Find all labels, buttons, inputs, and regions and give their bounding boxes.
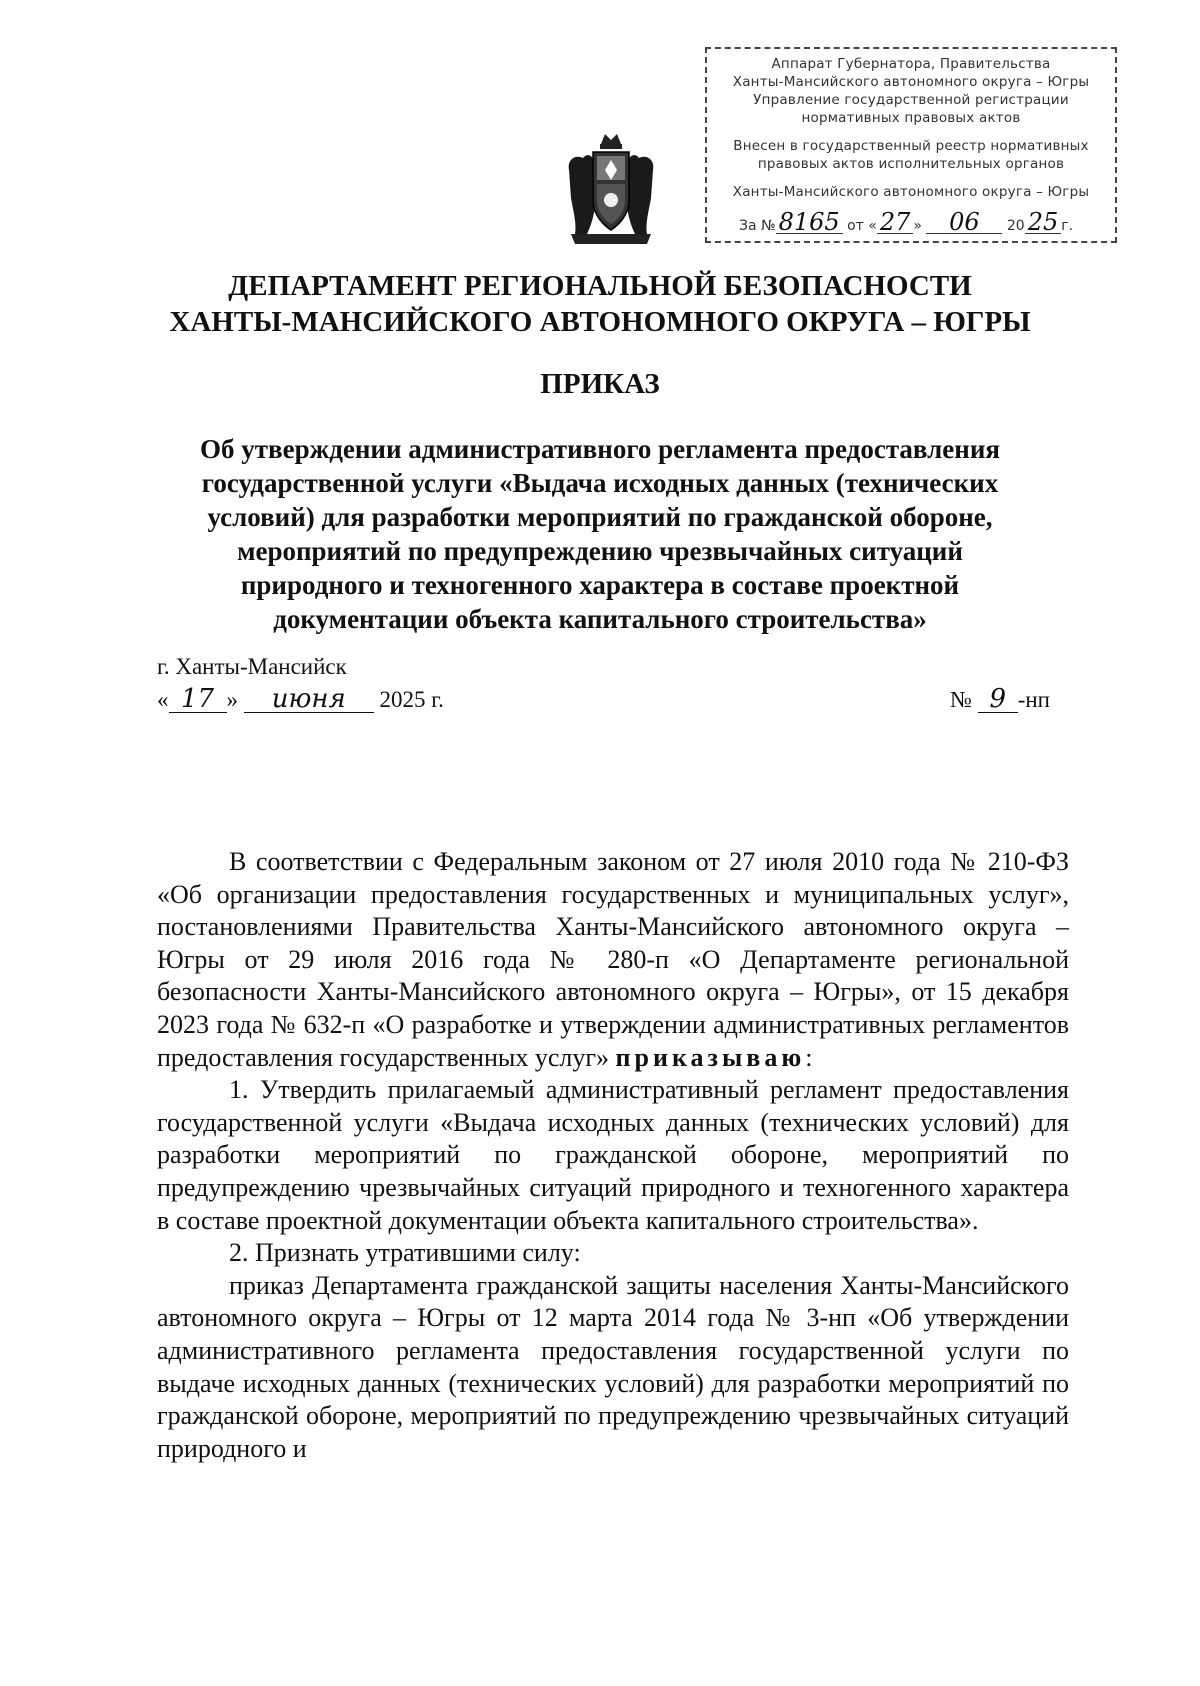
subject-line: условий) для разработки мероприятий по гражданской обороне, [207,502,993,532]
order-number [950,686,1050,713]
order-word: приказываю [615,1042,806,1072]
department-name [100,268,1100,340]
reg-day: 27 [877,211,914,234]
department-line: ДЕПАРТАМЕНТ РЕГИОНАЛЬНОЙ БЕЗОПАСНОСТИ [228,270,972,302]
date-open-quote: « [157,687,169,712]
order-date [157,686,444,713]
reg-year-prefix: 20 [1006,218,1025,234]
date-close-quote: » [226,687,238,712]
stamp-line: Аппарат Губернатора, Правительства [771,56,1051,72]
date-year: 2025 г. [379,687,444,712]
subject-line: государственной услуги «Выдача исходных данных (технических [201,468,999,498]
paragraph-text: В соответствии с Федеральным законом от 27 июля 2010 года № 210-ФЗ «Об организации предоставления государственных и муниципальных услуг», постановлениями Правительства Ханты-Мансийского автономного округа – Югры от 29 июля 2016 года № 280-п «О Департаменте региональной безопасности Ханты-Мансийского автономного округа – Югры», от 15 декабря 2023 года № 632-п «О разработке и утверждении административных регламентов предоставления государственных услуг» [157,847,1069,1072]
stamp-line: Ханты-Мансийского автономного округа – Югры [732,74,1090,90]
number-suffix: -нп [1017,687,1050,712]
number-prefix: № [950,687,972,712]
date-day: 17 [169,686,227,713]
order-body [157,846,1069,1465]
number-value: 9 [978,686,1018,713]
stamp-line: Ханты-Мансийского автономного округа – Югры [732,184,1090,200]
subject-line: документации объекта капитального строительства» [273,604,927,634]
subject-line: Об утверждении административного регламента предоставления [200,434,1000,464]
stamp-line: Управление государственной регистрации [753,92,1069,108]
order-subject [140,432,1060,636]
reg-month: 06 [926,211,1002,234]
reg-prefix: За № [739,218,776,234]
stamp-registration-line [717,208,1105,236]
stamp-line: правовых актов исполнительных органов [757,156,1065,172]
stamp-line: Внесен в государственный реестр нормативных [733,138,1089,154]
reg-end: г. [1061,218,1074,234]
paragraph-end: : [805,1042,813,1072]
reg-mid: » [913,218,922,234]
reg-number: 8165 [776,211,843,234]
reg-year: 25 [1025,211,1062,234]
body-paragraph: 1. Утвердить прилагаемый административный регламент предоставления государственной услуги «Выдача исходных данных (технических условий) для разработки мероприятий по гражданской обороне, мероприятий по предупреждению чрезвычайных ситуаций природного и техногенного характера в составе проектной документации объекта капитального строительства». [157,1075,1069,1235]
subject-line: природного и техногенного характера в составе проектной [240,570,960,600]
city: г. Ханты-Мансийск [157,654,347,679]
date-month: июня [244,686,374,713]
registration-stamp [705,47,1117,243]
body-paragraph: 2. Признать утратившими силу: [229,1238,581,1268]
subject-line: мероприятий по предупреждению чрезвычайных ситуаций [237,536,963,566]
body-paragraph: приказ Департамента гражданской защиты населения Ханты-Мансийского автономного округа – Югры от 12 марта 2014 года № 3-нп «Об утверждении административного регламента предоставления государственной услуги по выдаче исходных данных (технических условий) для разработки мероприятий по гражданской обороне, мероприятий по предупреждению чрезвычайных ситуаций природного и [157,1270,1069,1463]
department-line: ХАНТЫ-МАНСИЙСКОГО АВТОНОМНОГО ОКРУГА – ЮГРЫ [169,306,1031,338]
coat-of-arms-icon [565,130,657,248]
stamp-line: нормативных правовых актов [801,110,1021,126]
body-paragraph [157,846,1069,1074]
reg-from: от « [847,218,877,234]
document-type: ПРИКАЗ [540,368,660,400]
